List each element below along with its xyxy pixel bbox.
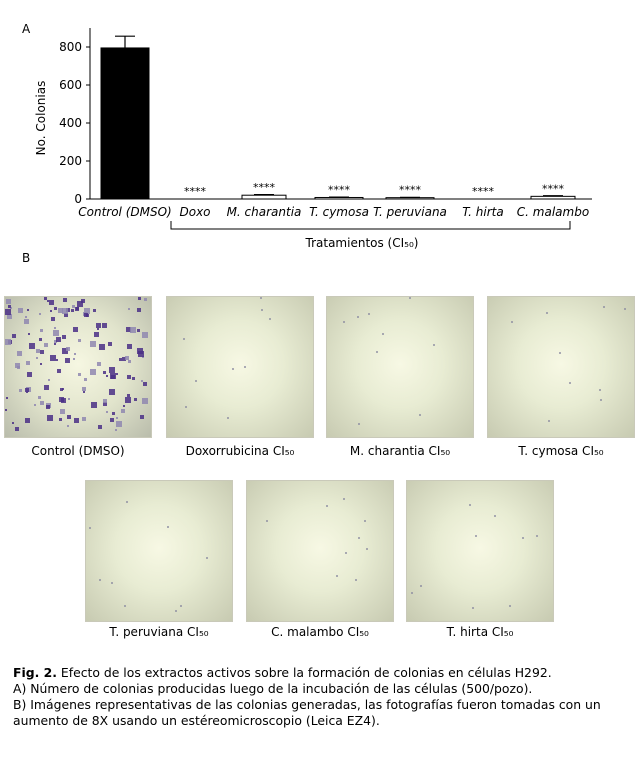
colony-dot [127,344,132,349]
speck-dot [183,338,185,340]
x-category-label: C. malambo [516,205,590,219]
x-category-label: T. hirta [462,205,504,219]
speck-dot [364,520,366,522]
colony-dot [12,334,16,338]
x-category-label: T. cymosa [309,205,369,219]
speck-dot [343,498,345,500]
photo-caption: T. hirta CI₅₀ [446,625,514,639]
photo-caption: T. peruviana CI₅₀ [109,625,209,639]
colony-dot [38,396,41,399]
colony-dot [128,360,131,363]
colony-dot [111,375,115,379]
colony-dot [67,425,69,427]
x-category-label: Control (DMSO) [78,205,172,219]
panel-a-label: A [22,22,31,36]
photo-caption: C. malambo CI₅₀ [271,625,369,639]
speck-dot [358,537,360,539]
colony-dot [84,378,87,381]
colony-dot [74,418,79,423]
speck-dot [624,308,626,310]
speck-dot [536,535,538,537]
colony-dot [59,418,62,421]
speck-dot [511,321,513,323]
colony-dot [134,398,137,401]
speck-dot [357,316,359,318]
speck-dot [175,610,177,612]
colony-dot [49,300,54,305]
speck-dot [345,552,347,554]
colony-dot [94,332,99,337]
colony-dot [44,343,48,347]
colony-dot [40,350,44,354]
colony-dot [83,391,85,393]
panel-b-label: B [22,251,31,265]
colony-dot [8,305,11,308]
colony-dot [138,351,144,357]
colony-dot [54,343,56,345]
colony-dot [99,344,105,350]
speck-dot [358,423,360,425]
colony-dot [137,308,141,312]
colony-dot [53,330,59,336]
colony-dot [115,429,117,431]
speck-dot [559,352,561,354]
colony-dot [59,397,64,402]
treatment-bracket [171,221,570,229]
colony-dot [93,309,96,312]
colony-dot [17,366,20,369]
speck-dot [195,380,197,382]
speck-dot [366,548,368,550]
colony-dot [123,405,125,407]
colony-dot [5,309,11,315]
speck-dot [376,351,378,353]
speck-dot [111,582,113,584]
colony-dot [44,297,47,300]
colony-dot [119,358,122,361]
colony-dot [25,316,27,318]
x-axis-label: Tratamientos (CI₅₀) [305,236,419,250]
colony-dot [5,409,7,411]
significance-label: **** [184,185,206,198]
colony-dot [17,351,22,356]
speck-dot [411,592,413,594]
colony-dot [138,297,141,300]
photo-caption: Control (DMSO) [31,444,125,458]
colony-dot [44,385,49,390]
caption-line-3: B) Imágenes representativas de las colonias generadas, las fotografías fueron tomadas con un aumento de 8X usando un estéreomicroscopio (Leica EZ4). [13,697,601,728]
photo-caption: T. cymosa CI₅₀ [518,444,604,458]
colony-dot [39,313,41,315]
speck-dot [494,515,496,517]
colony-dot [78,373,81,376]
colony-dot [116,421,122,427]
colony-dot [103,399,107,403]
speck-dot [469,504,471,506]
speck-dot [569,382,571,384]
colony-dot [128,308,130,310]
colony-dot [84,313,88,317]
colony-dot [27,309,29,311]
colony-dot [112,412,115,415]
colony-dot [40,401,44,405]
colony-dot [73,327,78,332]
colony-dot [130,327,136,333]
colony-dot [82,417,86,421]
colony-dot [6,299,11,304]
significance-label: **** [399,183,421,197]
colony-dot [90,341,96,347]
colony-dot [97,362,101,366]
speck-dot [600,399,602,401]
colony-dot [36,349,40,353]
colony-dot [34,404,36,406]
bar [531,196,575,199]
colony-dot [54,327,56,329]
colony-dot [67,415,71,419]
colony-dot [74,353,76,355]
colony-bar-chart [0,0,640,256]
speck-dot [126,501,128,503]
y-axis-label: No. Colonias [34,80,48,156]
significance-label: **** [472,185,494,198]
colony-dot [90,369,96,375]
colony-dot [142,332,148,338]
colony-dot [125,397,131,403]
colony-dot [142,398,148,404]
colony-dot [103,371,106,374]
x-category-label: T. peruviana [373,205,447,219]
colony-dot [68,398,70,400]
colony-dot [39,338,42,341]
y-tick-label: 200 [59,154,82,168]
x-category-label: M. charantia [226,205,302,219]
colony-dot [132,377,135,380]
colony-dot [58,308,63,313]
speck-dot [185,406,187,408]
colony-dot [127,394,130,397]
colony-dot [60,388,63,391]
colony-dot [125,356,129,360]
colony-dot [62,335,66,339]
speck-dot [368,313,370,315]
photo-t-cymosa [487,296,635,438]
bar [101,48,149,199]
speck-dot [232,368,234,370]
speck-dot [261,309,263,311]
colony-dot [48,379,50,381]
speck-dot [167,526,169,528]
colony-dot [18,308,23,313]
speck-dot [355,579,357,581]
colony-dot [47,415,53,421]
colony-dot [78,339,81,342]
y-tick-label: 800 [59,40,82,54]
photo-t-peruviana [85,480,233,622]
figure-number: Fig. 2. [13,665,57,680]
colony-dot [102,323,107,328]
y-tick-label: 600 [59,78,82,92]
colony-dot [28,333,30,335]
colony-dot [127,375,131,379]
speck-dot [419,414,421,416]
colony-dot [56,359,58,361]
speck-dot [260,297,262,299]
colony-dot [71,309,74,312]
colony-dot [96,323,101,328]
colony-dot [140,415,144,419]
speck-dot [420,585,422,587]
speck-dot [522,537,524,539]
photo-m-charantia [326,296,474,438]
speck-dot [472,607,474,609]
colony-dot [36,357,38,359]
colony-dot [15,427,19,431]
photo-c-malambo [246,480,394,622]
photo-t-hirta [406,480,554,622]
speck-dot [89,527,91,529]
bar [242,195,286,199]
colony-dot [6,397,8,399]
colony-dot [19,389,22,392]
colony-dot [121,409,125,413]
colony-dot [66,347,70,351]
colony-dot [143,382,147,386]
colony-dot [27,372,32,377]
caption-line-1: Efecto de los extractos activos sobre la formación de colonias en células H292. [56,665,552,680]
colony-dot [137,329,140,332]
colony-dot [73,358,75,360]
significance-label: **** [542,182,564,196]
photo-doxorrubicina [166,296,314,438]
colony-dot [60,409,65,414]
speck-dot [475,535,477,537]
significance-label: **** [253,181,275,195]
speck-dot [99,579,101,581]
colony-dot [76,307,79,310]
colony-dot [5,339,11,345]
speck-dot [124,605,126,607]
speck-dot [180,605,182,607]
significance-label: **** [328,183,350,197]
colony-dot [65,358,70,363]
colony-dot [108,342,112,346]
colony-dot [110,418,114,422]
speck-dot [599,389,601,391]
colony-dot [25,418,30,423]
figure-caption [13,665,633,729]
colony-dot [54,307,57,310]
speck-dot [546,312,548,314]
colony-dot [91,402,97,408]
speck-dot [326,505,328,507]
colony-dot [26,361,30,365]
speck-dot [227,417,229,419]
photo-control-dmso [4,296,152,438]
colony-dot [141,380,143,382]
colony-dot [40,363,42,365]
speck-dot [382,333,384,335]
bar [315,197,363,199]
colony-dot [97,328,99,330]
colony-dot [72,305,75,308]
colony-dot [25,388,29,392]
colony-dot [57,369,61,373]
colony-dot [109,389,115,395]
speck-dot [343,321,345,323]
colony-dot [81,299,85,303]
colony-dot [50,310,52,312]
colony-dot [12,422,14,424]
colony-dot [144,298,147,301]
colony-dot [106,375,108,377]
colony-dot [63,298,67,302]
colony-dot [51,317,55,321]
speck-dot [266,520,268,522]
colony-dot [116,417,118,419]
photo-caption: M. charantia CI₅₀ [349,444,451,458]
colony-dot [46,405,50,409]
colony-dot [116,373,118,375]
speck-dot [409,297,411,299]
colony-dot [98,425,102,429]
colony-dot [40,329,43,332]
colony-dot [24,319,29,324]
colony-dot [56,337,61,342]
speck-dot [336,575,338,577]
speck-dot [206,557,208,559]
speck-dot [269,318,271,320]
x-category-label: Doxo [179,205,211,219]
speck-dot [433,344,435,346]
speck-dot [509,605,511,607]
colony-dot [106,411,108,413]
y-tick-label: 400 [59,116,82,130]
y-tick-label: 0 [74,192,82,206]
speck-dot [603,306,605,308]
caption-line-2: A) Número de colonias producidas luego de la incubación de las células (500/pozo). [13,681,533,696]
colony-dot [29,343,35,349]
speck-dot [244,366,246,368]
speck-dot [548,420,550,422]
photo-caption: Doxorrubicina CI₅₀ [185,444,295,458]
